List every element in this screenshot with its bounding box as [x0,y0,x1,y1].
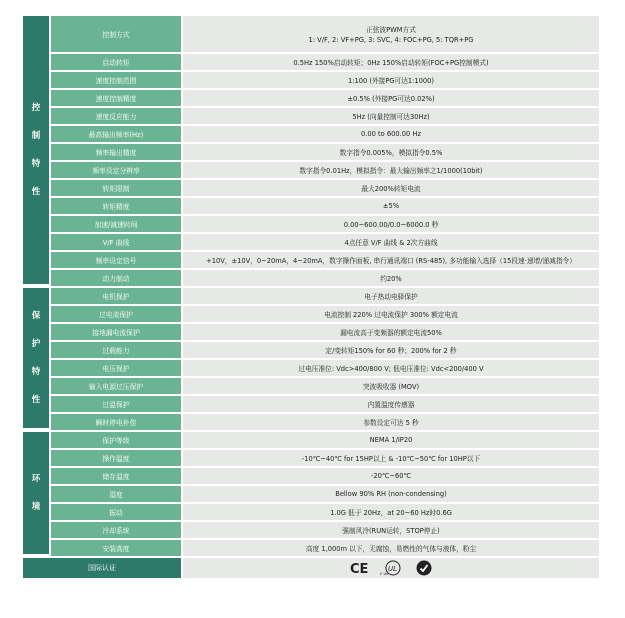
spec-row [23,216,599,232]
spec-row [23,486,599,502]
spec-label: 振动 [49,504,181,520]
spec-value: 参数设定可达 5 秒 [363,419,419,427]
spec-row [23,342,599,358]
spec-row [23,252,599,268]
spec-value: 突波吸收器 (MOV) [362,383,420,391]
spec-row [23,360,599,376]
spec-row [23,504,599,520]
spec-row [23,180,599,196]
spec-label: 操作温度 [49,450,181,466]
spec-label: 湿度 [49,486,181,502]
group-label-text: 环 境 [31,474,41,512]
group-label [23,288,49,430]
spec-label: 接地漏电流保护 [49,324,181,340]
spec-label: 过温保护 [49,396,181,412]
spec-row [23,90,599,106]
spec-label: 安装高度 [49,540,181,556]
spec-value: 漏电流高于变频器的额定电流50% [340,329,442,337]
spec-value-cell [181,108,599,124]
spec-value-cell [181,180,599,196]
spec-label: 控制方式 [49,16,181,52]
spec-label: 储存温度 [49,468,181,484]
spec-value-cell [181,396,599,412]
spec-value-line2: 1: V/F, 2: VF+PG, 3: SVC, 4: FOC+PG, 5: TQR+PG [308,36,474,44]
spec-row [23,324,599,340]
spec-value: NEMA 1/IP20 [369,436,413,444]
spec-value-cell [181,270,599,286]
spec-value-cell [181,90,599,106]
spec-value-cell [181,72,599,88]
spec-value: 最大200%转矩电流 [361,185,421,193]
spec-label: 最高输出频率(Hz) [49,126,181,142]
spec-label: 电机保护 [49,288,181,304]
spec-value-cell [181,540,599,556]
spec-row [23,234,599,250]
spec-label: 动力制动 [49,270,181,286]
spec-value-cell [181,486,599,502]
spec-value: 1:100 (外接PG可达1:1000) [347,77,435,85]
cert-label: 国际认证 [23,558,181,578]
spec-value-cell [181,16,599,52]
spec-label: 过电流保护 [49,306,181,322]
spec-row [23,540,599,556]
spec-row [23,468,599,484]
spec-value: 数字指令0.005%，模拟指令0.5% [339,149,443,157]
spec-value: -20℃~60℃ [370,472,412,480]
spec-value-cell [181,432,599,448]
spec-value: 约20% [380,275,402,283]
spec-label: 频率设定分辨率 [49,162,181,178]
group-label-text: 保 护 特 性 [31,311,41,405]
spec-value: 正弦波PWM方式 [366,26,416,34]
spec-label: 输入电源过压保护 [49,378,181,394]
spec-value: +10V，±10V，0~20mA，4~20mA，数字操作面板, 串行通讯端口 (RS-485), 多功能输入选择（15段速·递增/递减指令） [206,257,576,265]
spec-value-cell [181,144,599,160]
spec-table [23,14,599,580]
spec-label: 速度控制精度 [49,90,181,106]
spec-row [23,72,599,88]
spec-label: 电压保护 [49,360,181,376]
spec-value-cell [181,342,599,358]
spec-value-cell [181,288,599,304]
spec-row [23,16,599,52]
spec-value: 数字指令0.01Hz，模拟指令：最大输出频率之1/1000(10bit) [299,167,483,175]
c-tick-icon [416,560,432,576]
spec-value-cell [181,378,599,394]
spec-value: 电子热动电驿保护 [364,293,418,301]
spec-row [23,450,599,466]
spec-value-cell [181,468,599,484]
spec-value-cell [181,450,599,466]
spec-value-cell [181,306,599,322]
group-label [23,16,49,286]
spec-value: 4点任意 V/F 曲线 & 2次方曲线 [344,239,438,247]
spec-value: 内置温度传感器 [367,401,415,409]
spec-value: 0.00 to 600.00 Hz [361,130,421,138]
ul-listed-icon [380,560,406,576]
spec-label: 频率设定信号 [49,252,181,268]
cert-row [23,558,599,578]
spec-value: 0.00~600.00/0.0~6000.0 秒 [343,221,439,229]
spec-row [23,432,599,448]
spec-value: 定/变转矩150% for 60 秒；200% for 2 秒 [325,347,457,355]
spec-value: ±5% [382,202,400,210]
spec-row [23,522,599,538]
spec-label: 瞬时停电补偿 [49,414,181,430]
spec-row [23,270,599,286]
spec-row [23,108,599,124]
spec-row [23,396,599,412]
spec-value: 1.0G 低于 20Hz，at 20~60 Hz时0.6G [330,509,452,517]
spec-value-cell [181,504,599,520]
group-label [23,432,49,556]
spec-label: V/F 曲线 [49,234,181,250]
ul-mark-text: UL [388,565,398,573]
ce-mark-icon [350,561,370,575]
spec-label: 过载能力 [49,342,181,358]
spec-value-cell [181,522,599,538]
spec-value-cell [181,324,599,340]
spec-value-cell [181,216,599,232]
spec-label: 转矩精度 [49,198,181,214]
spec-value: 电流控制 220% 过电流保护 300% 额定电流 [324,311,458,319]
spec-value: -10℃~40℃ for 15HP以上 & -10℃~50℃ for 10HP以下 [301,455,481,463]
spec-label: 速度控制范围 [49,72,181,88]
spec-row [23,378,599,394]
spec-label: 启动转矩 [49,54,181,70]
spec-table-body [23,16,599,556]
spec-label: 转矩限制 [49,180,181,196]
spec-value: 强制风冷(RUN运转，STOP停止) [342,527,440,535]
spec-sheet [23,14,599,580]
spec-value: 过电压准位: Vdc>400/800 V; 低电压准位: Vdc<200/400 V [298,365,484,373]
group-label-text: 控 制 特 性 [31,103,41,197]
cert-icons-cell [181,558,599,578]
spec-value-cell [181,198,599,214]
spec-row [23,306,599,322]
spec-row [23,288,599,304]
spec-value-cell [181,126,599,142]
spec-row [23,144,599,160]
spec-label: 加速/减速时间 [49,216,181,232]
spec-label: 冷却系统 [49,522,181,538]
spec-label: 频率输出精度 [49,144,181,160]
spec-value: Bellow 90% RH (non-condensing) [335,490,447,498]
spec-value: 5Hz (向量控制可达30Hz) [352,113,430,121]
spec-value-cell [181,252,599,268]
spec-value-cell [181,162,599,178]
spec-value: 0.5Hz 150%启动转矩；0Hz 150%启动转矩(FOC+PG控制模式) [293,59,489,67]
spec-value-cell [181,360,599,376]
spec-row [23,198,599,214]
spec-value: 高度 1,000m 以下，无腐蚀，易燃性的气体与液体，粉尘 [305,545,477,553]
spec-value: ±0.5% (外接PG可达0.02%) [347,95,435,103]
spec-row [23,54,599,70]
spec-value-cell [181,414,599,430]
spec-row [23,162,599,178]
spec-value-cell [181,54,599,70]
spec-row [23,126,599,142]
spec-row [23,414,599,430]
ul-sub-text: c us [380,571,389,576]
spec-value-cell [181,234,599,250]
spec-label: 速度反应能力 [49,108,181,124]
ce-mark-text: CE [350,562,369,575]
spec-label: 保护等级 [49,432,181,448]
